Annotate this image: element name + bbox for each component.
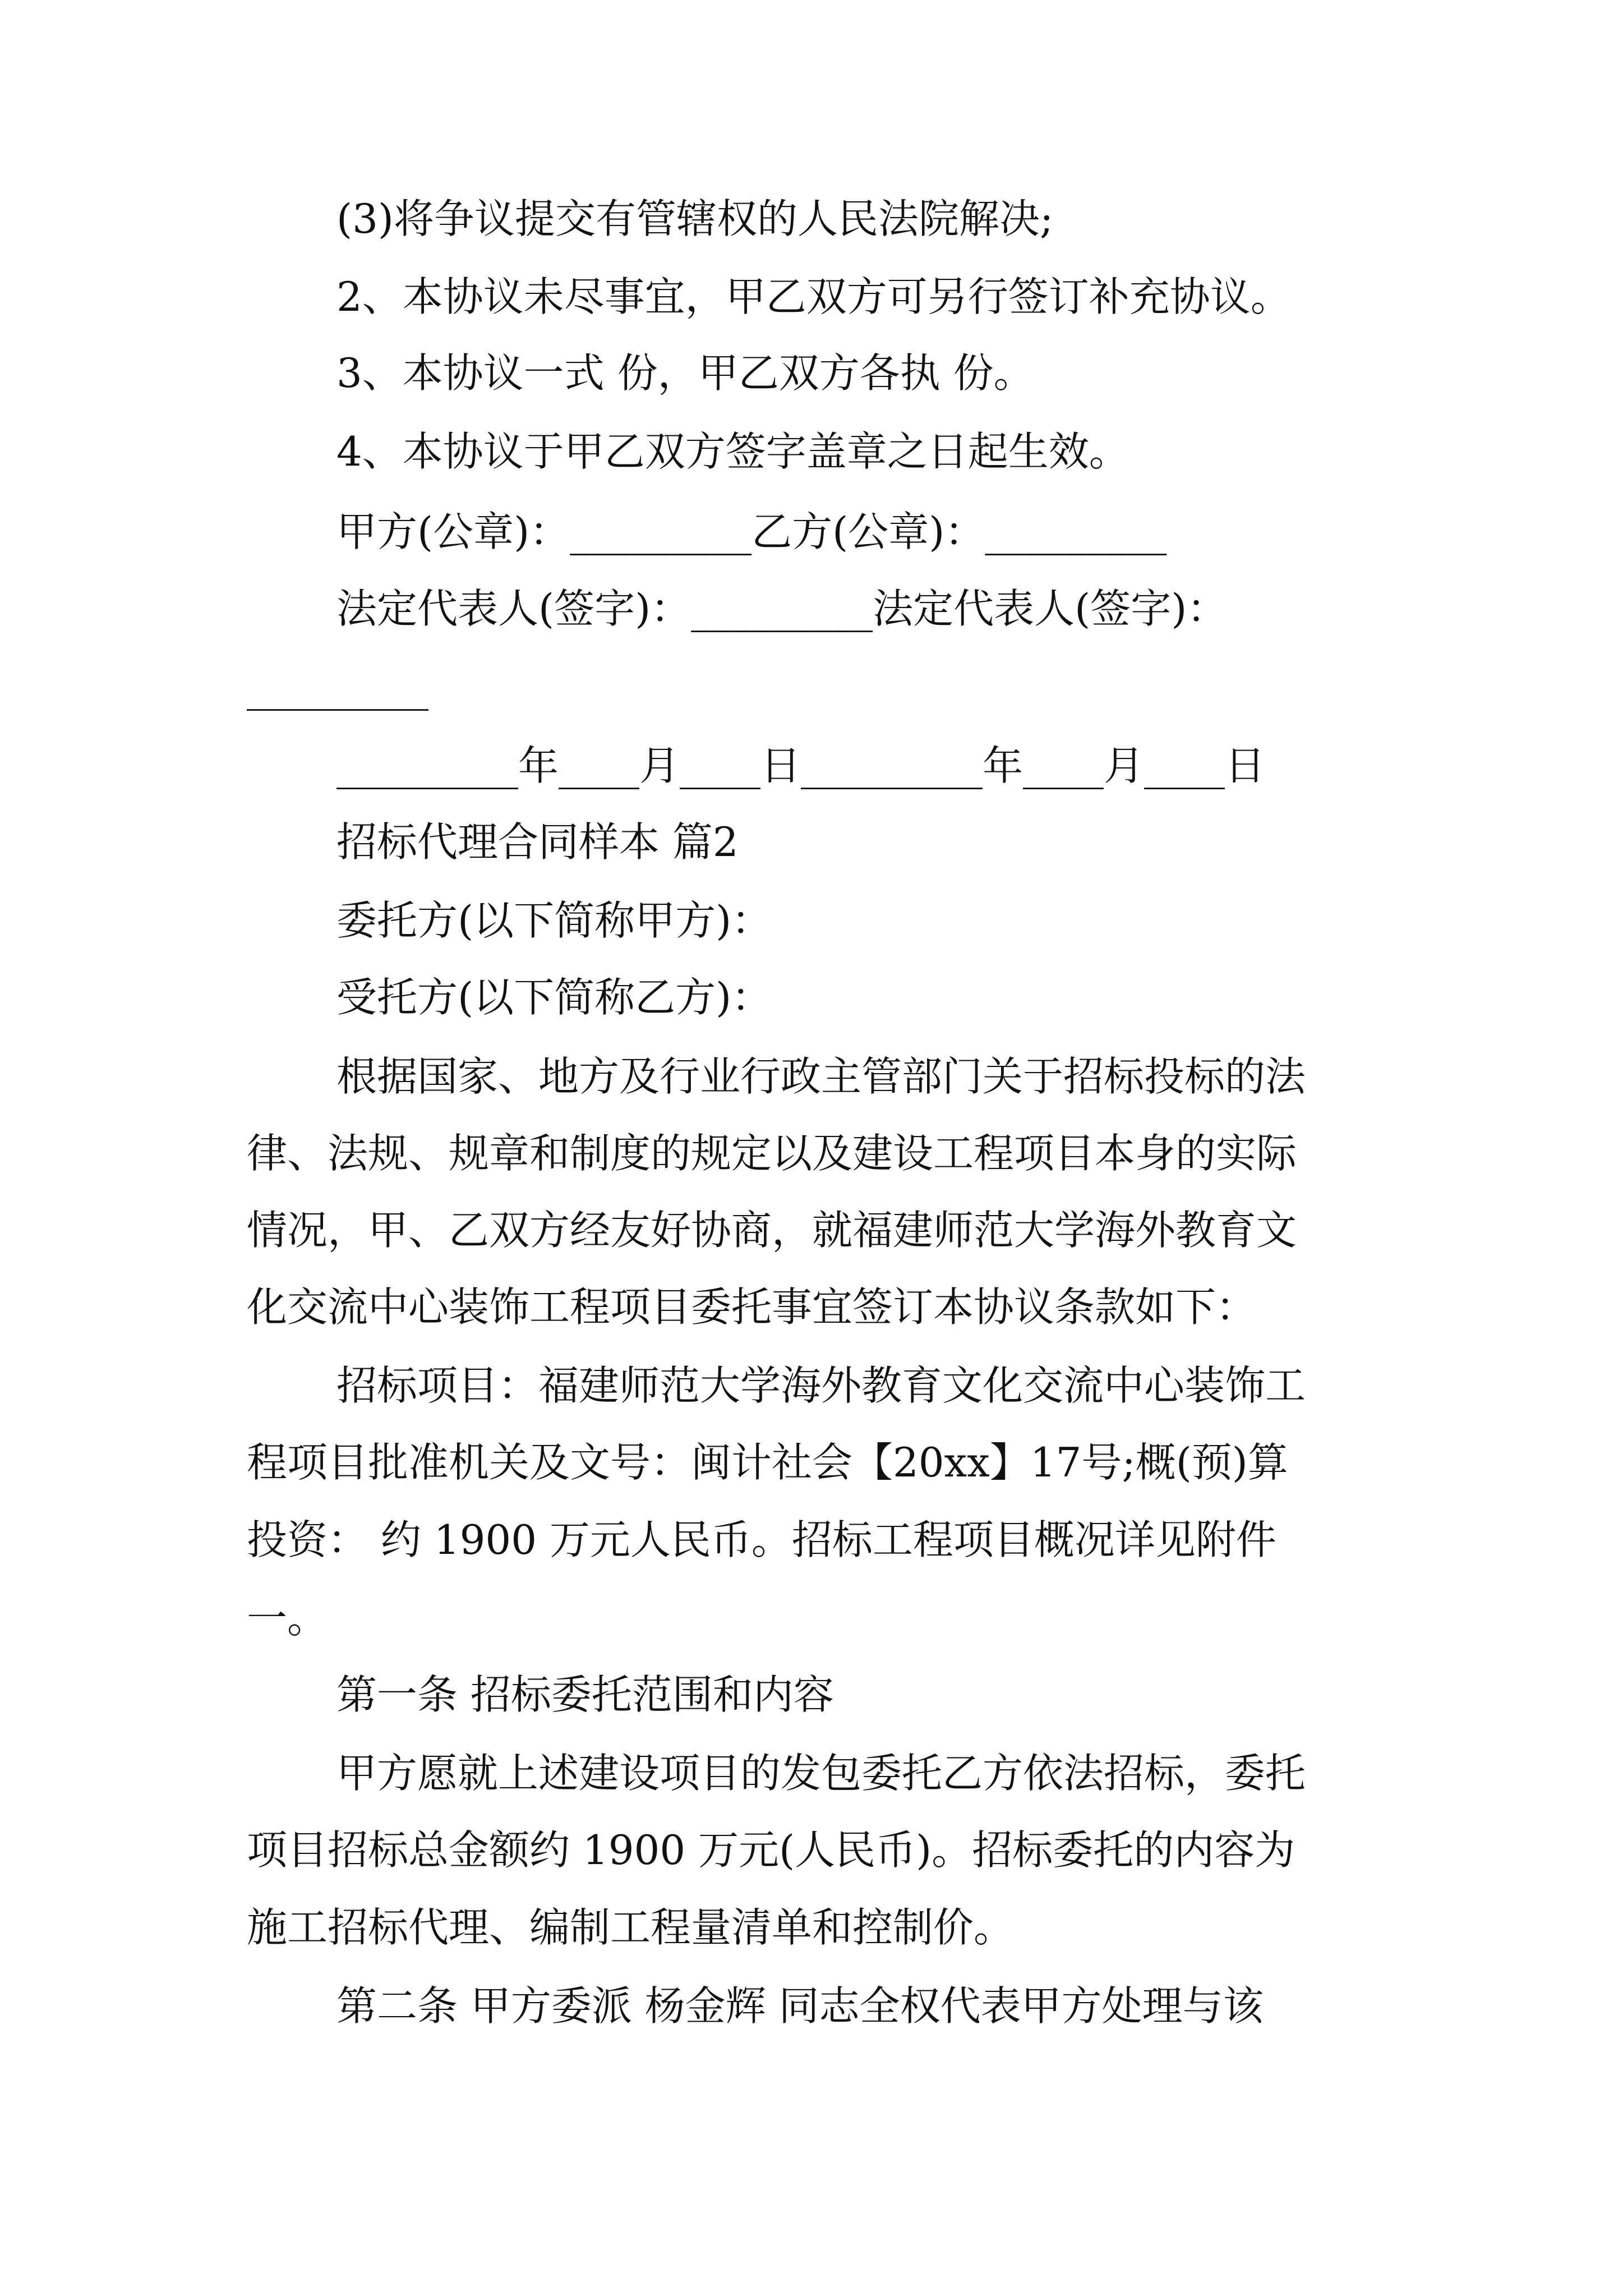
agent-party: 受托方(以下简称乙方)： xyxy=(336,974,772,1021)
clause-2-supplement: 2、本协议未尽事宜，甲乙双方可另行签订补充协议。 xyxy=(336,273,1291,320)
clause-4-effective: 4、本协议于甲乙双方签字盖章之日起生效。 xyxy=(336,428,1129,475)
project-line-4: 一。 xyxy=(247,1595,328,1642)
date-line: _________年____月____日_________年____月____日 xyxy=(336,742,1265,789)
section-title: 招标代理合同样本 篇2 xyxy=(336,818,739,866)
preamble-line-2: 律、法规、规章和制度的规定以及建设工程项目本身的实际 xyxy=(247,1130,1297,1177)
project-line-3: 投资： 约 1900 万元人民币。招标工程项目概况详见附件 xyxy=(247,1516,1276,1563)
signature-blank: _________ xyxy=(247,664,428,711)
preamble-line-3: 情况，甲、乙双方经友好协商，就福建师范大学海外教育文 xyxy=(247,1207,1297,1254)
article-1-line-2: 项目招标总金额约 1900 万元(人民币)。招标委托的内容为 xyxy=(247,1826,1295,1874)
client-party: 委托方(以下简称甲方)： xyxy=(336,897,772,944)
party-seal-line: 甲方(公章)：_________乙方(公章)：_________ xyxy=(336,508,1167,555)
article-1-line-1: 甲方愿就上述建设项目的发包委托乙方依法招标，委托 xyxy=(336,1750,1306,1797)
legal-rep-signature-line: 法定代表人(签字)：_________法定代表人(签字)： xyxy=(336,585,1228,632)
preamble-line-4: 化交流中心装饰工程项目委托事宜签订本协议条款如下： xyxy=(247,1283,1257,1331)
preamble-line-1: 根据国家、地方及行业行政主管部门关于招标投标的法 xyxy=(336,1053,1306,1100)
project-line-2: 程项目批准机关及文号：闽计社会【20xx】17号;概(预)算 xyxy=(247,1439,1288,1486)
article-1-line-3: 施工招标代理、编制工程量清单和控制价。 xyxy=(247,1904,1015,1951)
clause-3-copies: 3、本协议一式 份，甲乙双方各执 份。 xyxy=(336,349,1034,397)
article-2-line-1: 第二条 甲方委派 杨金辉 同志全权代表甲方处理与该 xyxy=(336,1982,1264,2030)
project-line-1: 招标项目：福建师范大学海外教育文化交流中心装饰工 xyxy=(336,1362,1306,1409)
article-1-heading: 第一条 招标委托范围和内容 xyxy=(336,1671,834,1718)
clause-3-dispute: (3)将争议提交有管辖权的人民法院解决; xyxy=(336,195,1054,242)
